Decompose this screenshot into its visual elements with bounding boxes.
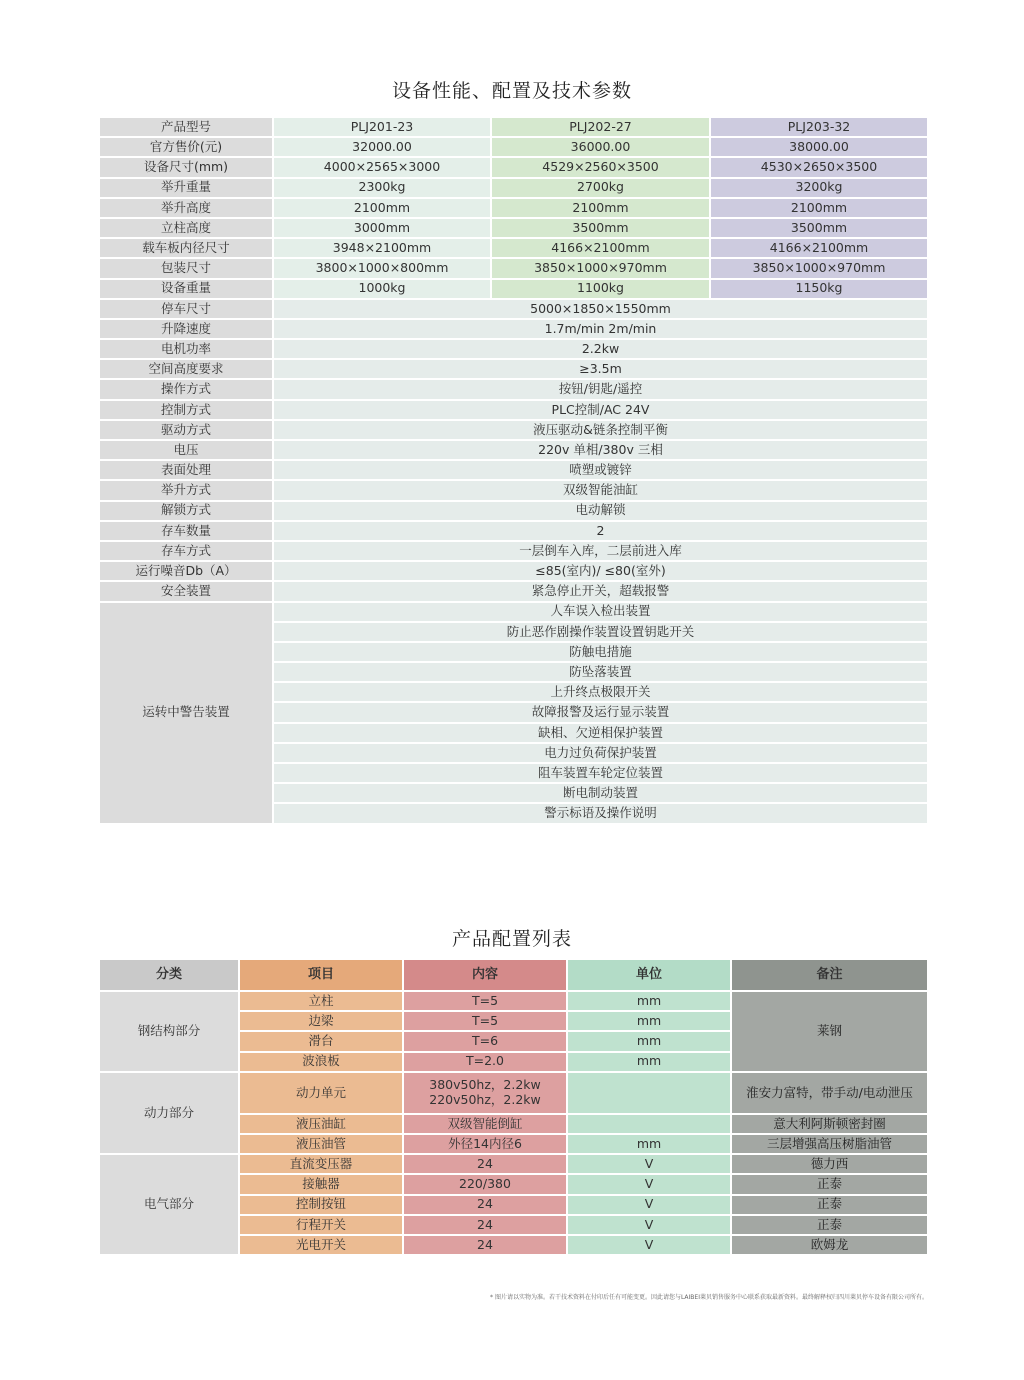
remark-cell: 三层增强高压树脂油管	[731, 1134, 928, 1154]
remark-cell: 莱钢	[731, 991, 928, 1072]
header-content: 内容	[403, 959, 567, 991]
warning-item: 阻车装置车轮定位装置	[273, 763, 928, 783]
item-cell: 行程开关	[239, 1215, 403, 1235]
table-row	[99, 379, 928, 399]
remark-cell: 正泰	[731, 1174, 928, 1194]
content-cell: 24	[403, 1235, 567, 1255]
table-row	[99, 198, 928, 218]
row-label: 设备尺寸(mm)	[99, 157, 273, 177]
content-cell: 24	[403, 1195, 567, 1215]
table-row	[99, 420, 928, 440]
table-row	[99, 480, 928, 500]
shared-value-cell: 220v 单相/380v 三相	[273, 440, 928, 460]
unit-cell: mm	[567, 1011, 731, 1031]
item-cell: 液压油缸	[239, 1114, 403, 1134]
unit-cell: mm	[567, 1052, 731, 1072]
header-remark: 备注	[731, 959, 928, 991]
unit-cell: V	[567, 1235, 731, 1255]
content-cell: 24	[403, 1154, 567, 1174]
row-label: 控制方式	[99, 400, 273, 420]
model-cell: PLJ203-32	[710, 117, 928, 137]
category-cell: 动力部分	[99, 1072, 239, 1154]
row-label: 表面处理	[99, 460, 273, 480]
shared-value-cell: 喷塑或镀锌	[273, 460, 928, 480]
table-row	[99, 1072, 928, 1114]
table-row	[99, 1154, 928, 1174]
remark-cell: 意大利阿斯顿密封圈	[731, 1114, 928, 1134]
category-cell: 电气部分	[99, 1154, 239, 1255]
table-row	[99, 602, 928, 622]
value-cell: 1000kg	[273, 279, 491, 299]
table-row	[99, 137, 928, 157]
value-cell: 3500mm	[491, 218, 710, 238]
table-row	[99, 991, 928, 1011]
value-cell: 3850×1000×970mm	[491, 258, 710, 278]
value-cell: 3000mm	[273, 218, 491, 238]
row-label: 官方售价(元)	[99, 137, 273, 157]
value-cell: 3800×1000×800mm	[273, 258, 491, 278]
table-row	[99, 258, 928, 278]
shared-value-cell: 电动解锁	[273, 501, 928, 521]
item-cell: 光电开关	[239, 1235, 403, 1255]
header-row	[99, 959, 928, 991]
item-cell: 边梁	[239, 1011, 403, 1031]
table-row	[99, 440, 928, 460]
item-cell: 立柱	[239, 991, 403, 1011]
shared-value-cell: 2.2kw	[273, 339, 928, 359]
row-label: 驱动方式	[99, 420, 273, 440]
warning-item: 防坠落装置	[273, 662, 928, 682]
header-category: 分类	[99, 959, 239, 991]
value-cell: 4166×2100mm	[710, 238, 928, 258]
item-cell: 动力单元	[239, 1072, 403, 1114]
unit-cell	[567, 1072, 731, 1114]
content-cell: 220/380	[403, 1174, 567, 1194]
content-cell: T=5	[403, 991, 567, 1011]
table-row	[99, 279, 928, 299]
item-cell: 液压油管	[239, 1134, 403, 1154]
model-cell: PLJ201-23	[273, 117, 491, 137]
row-label: 存车数量	[99, 521, 273, 541]
value-cell: 1100kg	[491, 279, 710, 299]
table-row	[99, 400, 928, 420]
row-label: 安全装置	[99, 581, 273, 601]
value-cell: 3500mm	[710, 218, 928, 238]
value-cell: 2700kg	[491, 178, 710, 198]
remark-cell: 德力西	[731, 1154, 928, 1174]
table-row	[99, 339, 928, 359]
spec-title: 设备性能、配置及技术参数	[391, 80, 632, 102]
shared-value-cell: 按钮/钥匙/遥控	[273, 379, 928, 399]
value-cell: 2100mm	[710, 198, 928, 218]
content-line: 220v50hz，2.2kw	[429, 1091, 541, 1107]
remark-cell: 正泰	[731, 1215, 928, 1235]
header-unit: 单位	[567, 959, 731, 991]
row-label: 运行噪音Db（A）	[99, 561, 273, 581]
row-label: 举升重量	[99, 178, 273, 198]
value-cell: 4529×2560×3500	[491, 157, 710, 177]
shared-value-cell: 紧急停止开关，超载报警	[273, 581, 928, 601]
shared-value-cell: PLC控制/AC 24V	[273, 400, 928, 420]
model-cell: PLJ202-27	[491, 117, 710, 137]
value-cell: 4166×2100mm	[491, 238, 710, 258]
value-cell: 1150kg	[710, 279, 928, 299]
value-cell: 3200kg	[710, 178, 928, 198]
row-label: 举升高度	[99, 198, 273, 218]
config-table	[98, 958, 929, 1256]
warning-item: 防触电措施	[273, 642, 928, 662]
shared-value-cell: 1.7m/min 2m/min	[273, 319, 928, 339]
remark-cell: 正泰	[731, 1195, 928, 1215]
value-cell: 2300kg	[273, 178, 491, 198]
unit-cell: V	[567, 1154, 731, 1174]
row-label: 设备重量	[99, 279, 273, 299]
value-cell: 4000×2565×3000	[273, 157, 491, 177]
row-label: 升降速度	[99, 319, 273, 339]
spec-table	[98, 116, 929, 825]
row-label: 产品型号	[99, 117, 273, 137]
warning-item: 上升终点极限开关	[273, 682, 928, 702]
content-cell: 外径14内径6	[403, 1134, 567, 1154]
row-label: 电机功率	[99, 339, 273, 359]
content-cell: T=6	[403, 1031, 567, 1051]
row-label: 操作方式	[99, 379, 273, 399]
config-title: 产品配置列表	[451, 928, 572, 950]
content-line: 380v50hz，2.2kw	[429, 1077, 541, 1093]
row-label: 立柱高度	[99, 218, 273, 238]
value-cell: 2100mm	[273, 198, 491, 218]
shared-value-cell: 5000×1850×1550mm	[273, 299, 928, 319]
table-row	[99, 359, 928, 379]
value-cell: 38000.00	[710, 137, 928, 157]
category-cell: 钢结构部分	[99, 991, 239, 1072]
item-cell: 控制按钮	[239, 1195, 403, 1215]
unit-cell: V	[567, 1195, 731, 1215]
table-row	[99, 581, 928, 601]
content-cell: T=5	[403, 1011, 567, 1031]
value-cell: 3850×1000×970mm	[710, 258, 928, 278]
remark-cell: 欧姆龙	[731, 1235, 928, 1255]
table-row	[99, 561, 928, 581]
table-row	[99, 117, 928, 137]
item-cell: 波浪板	[239, 1052, 403, 1072]
shared-value-cell: 双级智能油缸	[273, 480, 928, 500]
warning-item: 人车误入检出装置	[273, 602, 928, 622]
table-row	[99, 541, 928, 561]
table-row	[99, 521, 928, 541]
unit-cell: mm	[567, 991, 731, 1011]
warning-label: 运转中警告装置	[99, 602, 273, 824]
unit-cell: mm	[567, 1031, 731, 1051]
unit-cell: V	[567, 1215, 731, 1235]
header-item: 项目	[239, 959, 403, 991]
content-cell: 24	[403, 1215, 567, 1235]
table-row	[99, 460, 928, 480]
unit-cell	[567, 1114, 731, 1134]
warning-item: 故障报警及运行显示装置	[273, 702, 928, 722]
value-cell: 32000.00	[273, 137, 491, 157]
content-cell: 双级智能倒缸	[403, 1114, 567, 1134]
warning-item: 防止恶作剧操作装置设置钥匙开关	[273, 622, 928, 642]
value-cell: 3948×2100mm	[273, 238, 491, 258]
item-cell: 接触器	[239, 1174, 403, 1194]
unit-cell: V	[567, 1174, 731, 1194]
content-cell	[403, 1072, 567, 1114]
row-label: 停车尺寸	[99, 299, 273, 319]
shared-value-cell: 液压驱动&链条控制平衡	[273, 420, 928, 440]
shared-value-cell: 2	[273, 521, 928, 541]
item-cell: 直流变压器	[239, 1154, 403, 1174]
warning-item: 电力过负荷保护装置	[273, 743, 928, 763]
value-cell: 2100mm	[491, 198, 710, 218]
remark-cell: 淮安力富特，带手动/电动泄压	[731, 1072, 928, 1114]
value-cell: 36000.00	[491, 137, 710, 157]
table-row	[99, 319, 928, 339]
row-label: 解锁方式	[99, 501, 273, 521]
value-cell: 4530×2650×3500	[710, 157, 928, 177]
warning-item: 断电制动装置	[273, 783, 928, 803]
warning-item: 警示标语及操作说明	[273, 803, 928, 823]
content-cell: T=2.0	[403, 1052, 567, 1072]
item-cell: 滑台	[239, 1031, 403, 1051]
table-row	[99, 238, 928, 258]
table-row	[99, 501, 928, 521]
row-label: 载车板内径尺寸	[99, 238, 273, 258]
row-label: 举升方式	[99, 480, 273, 500]
shared-value-cell: ≤85(室内)/ ≤80(室外)	[273, 561, 928, 581]
row-label: 存车方式	[99, 541, 273, 561]
table-row	[99, 178, 928, 198]
row-label: 空间高度要求	[99, 359, 273, 379]
row-label: 电压	[99, 440, 273, 460]
table-row	[99, 299, 928, 319]
table-row	[99, 218, 928, 238]
row-label: 包装尺寸	[99, 258, 273, 278]
warning-item: 缺相、欠逆相保护装置	[273, 723, 928, 743]
shared-value-cell: ≥3.5m	[273, 359, 928, 379]
footnote: * 图片请以实物为准。若干技术资料在付印后任有可能变更。因此请您与LAIBEI莱贝销售服务中心联系获取最新资料。最终解释权归四川莱贝停车设备有限公司所有。	[490, 1294, 928, 1301]
unit-cell: mm	[567, 1134, 731, 1154]
table-row	[99, 157, 928, 177]
shared-value-cell: 一层倒车入库，二层前进入库	[273, 541, 928, 561]
